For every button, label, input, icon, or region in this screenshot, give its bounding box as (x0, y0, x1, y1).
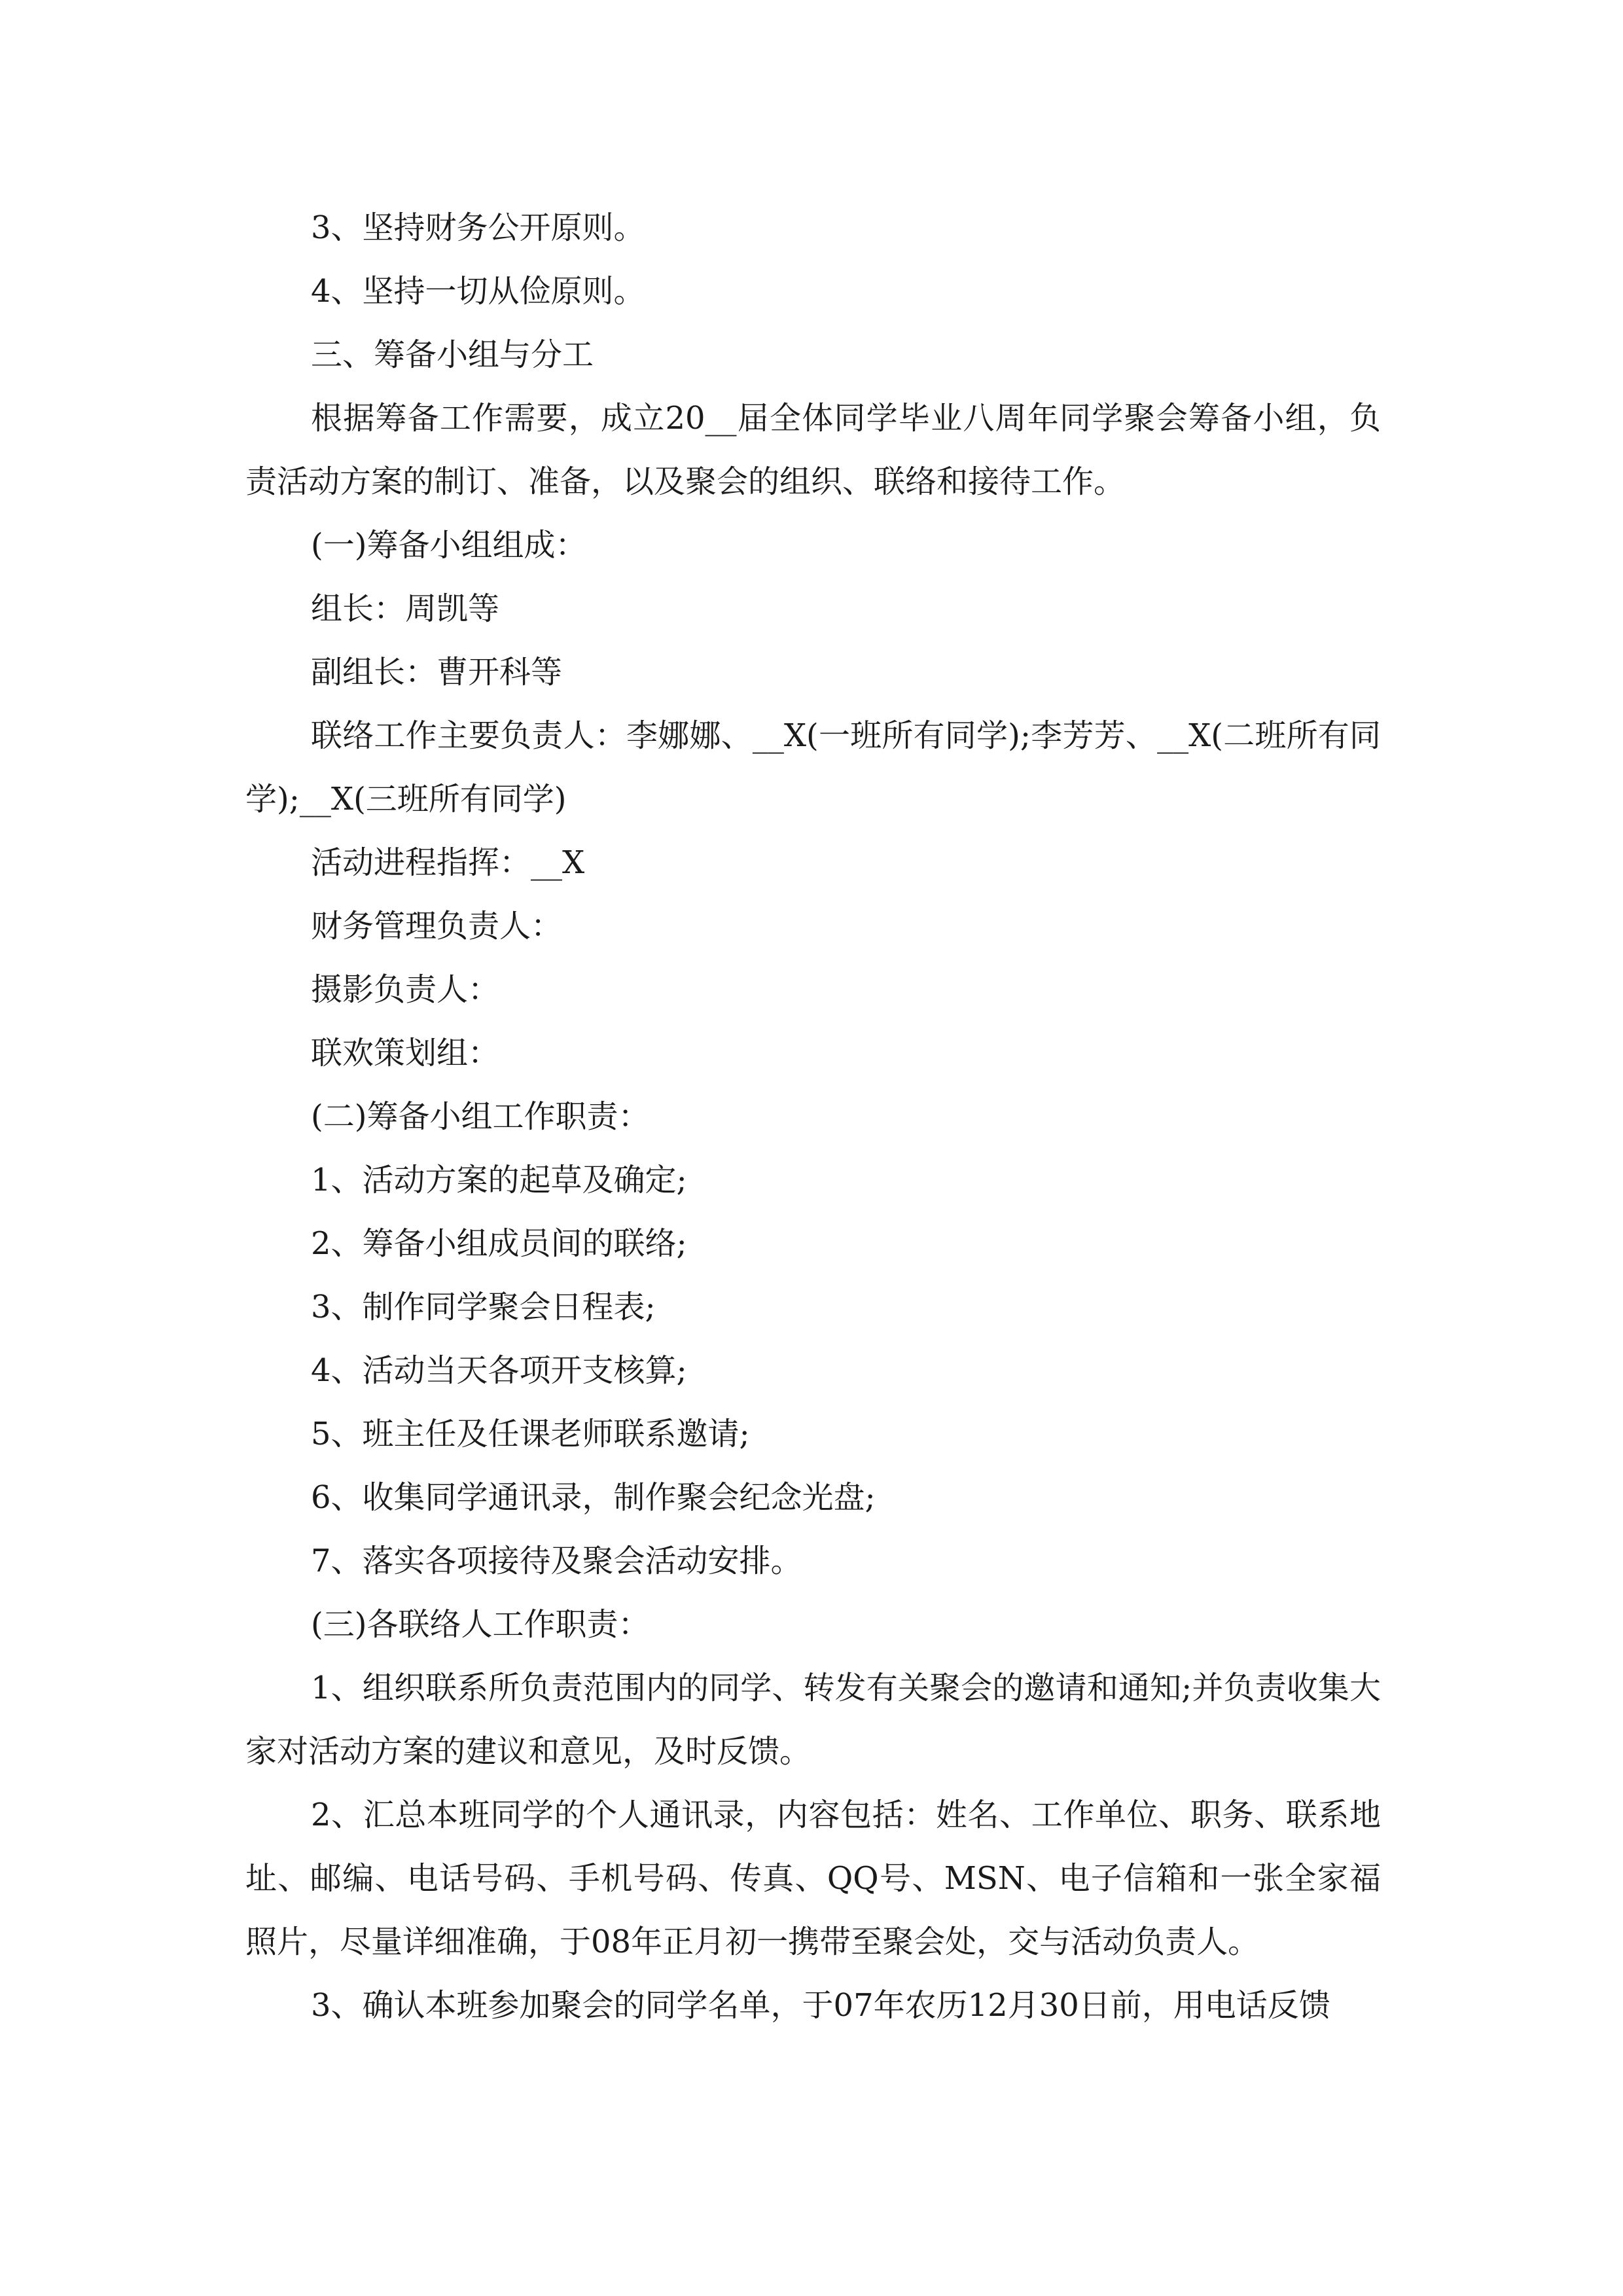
paragraph-party-planning: 联欢策划组： (311, 1035, 500, 1071)
duty-item-2: 2、筹备小组成员间的联络; (311, 1225, 687, 1262)
duty-item-5: 5、班主任及任课老师联系邀请; (311, 1416, 750, 1452)
duty-item-3: 3、制作同学聚会日程表; (311, 1289, 656, 1325)
paragraph-group-leader: 组长：周凯等 (311, 590, 500, 627)
document-body (245, 196, 1381, 2037)
duty-item-1: 1、活动方案的起草及确定; (311, 1162, 687, 1198)
paragraph-event-director: 活动进程指挥：__X (311, 844, 585, 881)
paragraph-finance-lead: 财务管理负责人： (311, 908, 563, 944)
paragraph-liaison-leads: 联络工作主要负责人：李娜娜、__X(一班所有同学);李芳芳、__X(二班所有同学);__X(三班所有同学) (245, 717, 1381, 817)
paragraph-principle-3: 3、坚持财务公开原则。 (311, 209, 645, 246)
liaison-duty-3: 3、确认本班参加聚会的同学名单，于07年农历12月30日前，用电话反馈 (311, 1987, 1330, 2024)
liaison-duty-2: 2、汇总本班同学的个人通讯录，内容包括：姓名、工作单位、职务、联系地址、邮编、电话号码、手机号码、传真、QQ号、MSN、电子信箱和一张全家福照片，尽量详细准确，于08年正月初一携带至聚会处，交与活动负责人。 (245, 1797, 1381, 1960)
subheading-group-duties: (二)筹备小组工作职责： (311, 1098, 650, 1135)
paragraph-photo-lead: 摄影负责人： (311, 971, 500, 1008)
duty-item-7: 7、落实各项接待及聚会活动安排。 (311, 1543, 802, 1579)
paragraph-principle-4: 4、坚持一切从俭原则。 (311, 273, 645, 310)
subheading-liaison-duties: (三)各联络人工作职责： (311, 1606, 650, 1643)
duty-item-4: 4、活动当天各项开支核算; (311, 1352, 687, 1389)
paragraph-intro: 根据筹备工作需要，成立20__届全体同学毕业八周年同学聚会筹备小组，负责活动方案的制订、准备，以及聚会的组织、联络和接待工作。 (245, 400, 1381, 500)
duty-item-6: 6、收集同学通讯录，制作聚会纪念光盘; (311, 1479, 876, 1516)
subheading-group-composition: (一)筹备小组组成： (311, 527, 587, 564)
section-heading-3: 三、筹备小组与分工 (311, 336, 594, 373)
paragraph-deputy-leader: 副组长：曹开科等 (311, 654, 563, 691)
liaison-duty-1: 1、组织联系所负责范围内的同学、转发有关聚会的邀请和通知;并负责收集大家对活动方案的建议和意见，及时反馈。 (245, 1670, 1381, 1770)
